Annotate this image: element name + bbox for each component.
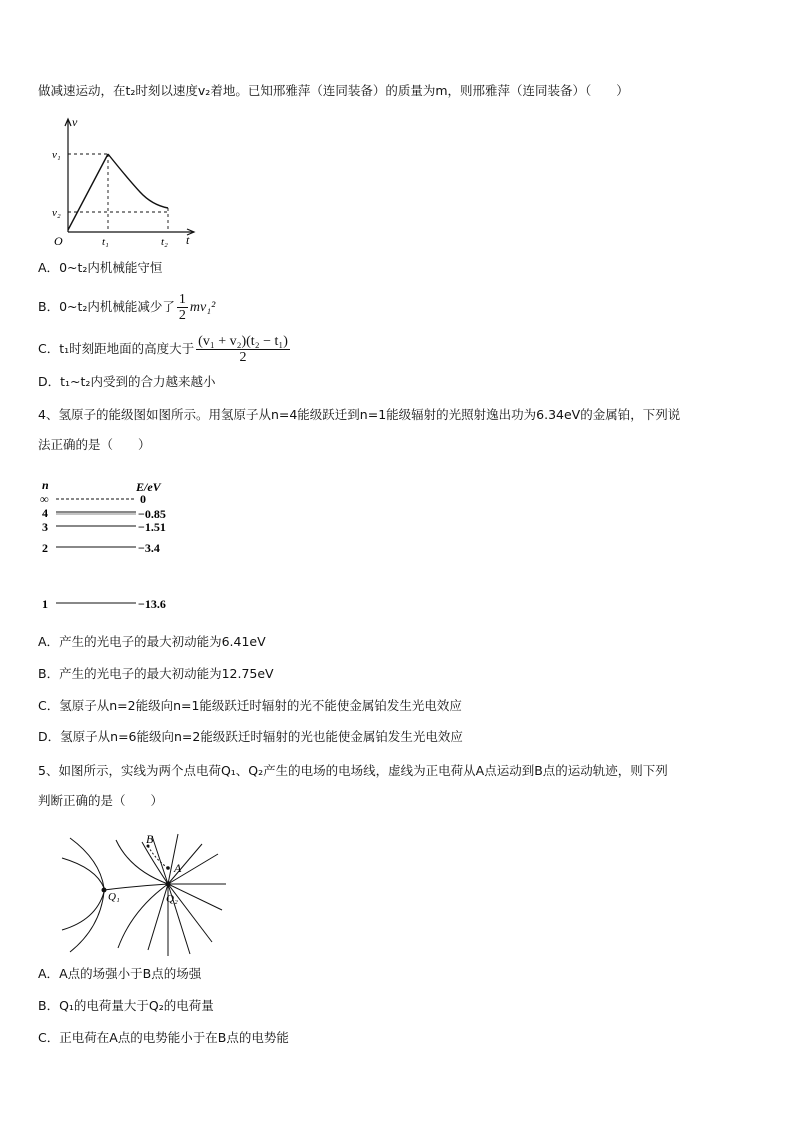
level-e: 0 xyxy=(140,492,146,506)
option-text: t₁~t₂内受到的合力越来越小 xyxy=(60,374,216,389)
option-letter: C． xyxy=(38,1030,60,1045)
option-text: Q₁的电荷量大于Q₂的电荷量 xyxy=(59,998,214,1013)
q5-option-b xyxy=(38,996,214,1016)
q5-stem-line2: 判断正确的是（ ） xyxy=(38,793,164,808)
q3-vt-graph xyxy=(50,114,200,249)
q5-option-a xyxy=(38,964,201,984)
fraction: $\frac{1}{2}$ xyxy=(178,292,186,323)
label-q2: Q₂ xyxy=(166,893,178,905)
option-letter: C． xyxy=(38,698,60,713)
option-text: 氢原子从n=6能级向n=2能级跃迁时辐射的光也能使金属铂发生光电效应 xyxy=(60,729,463,744)
option-text: t₁时刻距地面的高度大于 xyxy=(59,341,195,356)
option-text: 氢原子从n=2能级向n=1能级跃迁时辐射的光不能使金属铂发生光电效应 xyxy=(59,698,462,713)
option-letter: A． xyxy=(38,966,60,981)
t1-label: t₁ xyxy=(102,236,109,248)
label-a: A xyxy=(174,861,182,875)
axis-v-label: v xyxy=(72,115,78,129)
v2-label: v₂ xyxy=(52,207,61,219)
e-header: E/eV xyxy=(136,480,161,494)
t2-label: t₂ xyxy=(161,236,168,248)
q4-energy-level-diagram xyxy=(36,478,196,618)
q5-stem-line1: 5、如图所示，实线为两个点电荷Q₁、Q₂产生的电场的电场线，虚线为正电荷从A点运动到B点的运动轨迹，则下列 xyxy=(38,763,668,778)
n-header: n xyxy=(42,478,49,492)
q4-option-d xyxy=(38,727,463,747)
option-letter: A． xyxy=(38,260,60,275)
level-n: 4 xyxy=(42,506,48,520)
q4-option-c xyxy=(38,696,462,716)
q3-option-b xyxy=(38,292,215,323)
label-b: B xyxy=(146,832,154,846)
q3-option-d xyxy=(38,372,215,392)
option-text: 0~t₂内机械能守恒 xyxy=(59,260,163,275)
q4-option-a xyxy=(38,632,266,652)
v1-label: v₁ xyxy=(52,149,61,161)
level-e: −0.85 xyxy=(138,507,166,521)
level-e: −1.51 xyxy=(138,520,166,534)
option-letter: B． xyxy=(38,299,60,314)
level-n: ∞ xyxy=(40,492,49,506)
level-n: 3 xyxy=(42,520,48,534)
level-e: −13.6 xyxy=(138,597,166,611)
q4-stem-line2: 法正确的是（ ） xyxy=(38,437,151,452)
q4-option-b xyxy=(38,664,274,684)
option-text: A点的场强小于B点的场强 xyxy=(59,966,202,981)
option-text: 产生的光电子的最大初动能为12.75eV xyxy=(59,666,274,681)
option-text: 0~t₂内机械能减少了 xyxy=(59,299,175,314)
option-letter: D． xyxy=(38,729,61,744)
option-letter: A． xyxy=(38,634,60,649)
axis-t-label: t xyxy=(186,233,190,247)
option-letter: D． xyxy=(38,374,61,389)
option-text: 正电荷在A点的电势能小于在B点的电势能 xyxy=(59,1030,289,1045)
origin-label: O xyxy=(54,234,63,248)
label-q1: Q₁ xyxy=(108,891,120,903)
option-letter: B． xyxy=(38,666,60,681)
fraction: $\frac{\text{(v₁ + v₂)(t₂ − t₁)}}{2}$ xyxy=(198,334,288,365)
q3-option-c xyxy=(38,334,292,365)
level-n: 1 xyxy=(42,597,48,611)
q4-stem-line1: 4、氢原子的能级图如图所示。用氢原子从n=4能级跃迁到n=1能级辐射的光照射逸出功为6.34eV的金属铂，下列说 xyxy=(38,407,681,422)
option-letter: C． xyxy=(38,341,60,356)
q3-option-a xyxy=(38,258,162,278)
level-n: 2 xyxy=(42,541,48,555)
q5-field-lines-figure xyxy=(56,830,236,960)
option-tail: mv₁² xyxy=(189,300,216,315)
option-letter: B． xyxy=(38,998,60,1013)
option-text: 产生的光电子的最大初动能为6.41eV xyxy=(59,634,266,649)
q3-stem-tail: 做减速运动，在t₂时刻以速度v₂着地。已知邢雅萍（连同装备）的质量为m，则邢雅萍（连同装备）（ ） xyxy=(38,83,629,98)
q5-option-c xyxy=(38,1028,289,1048)
level-e: −3.4 xyxy=(138,541,160,555)
